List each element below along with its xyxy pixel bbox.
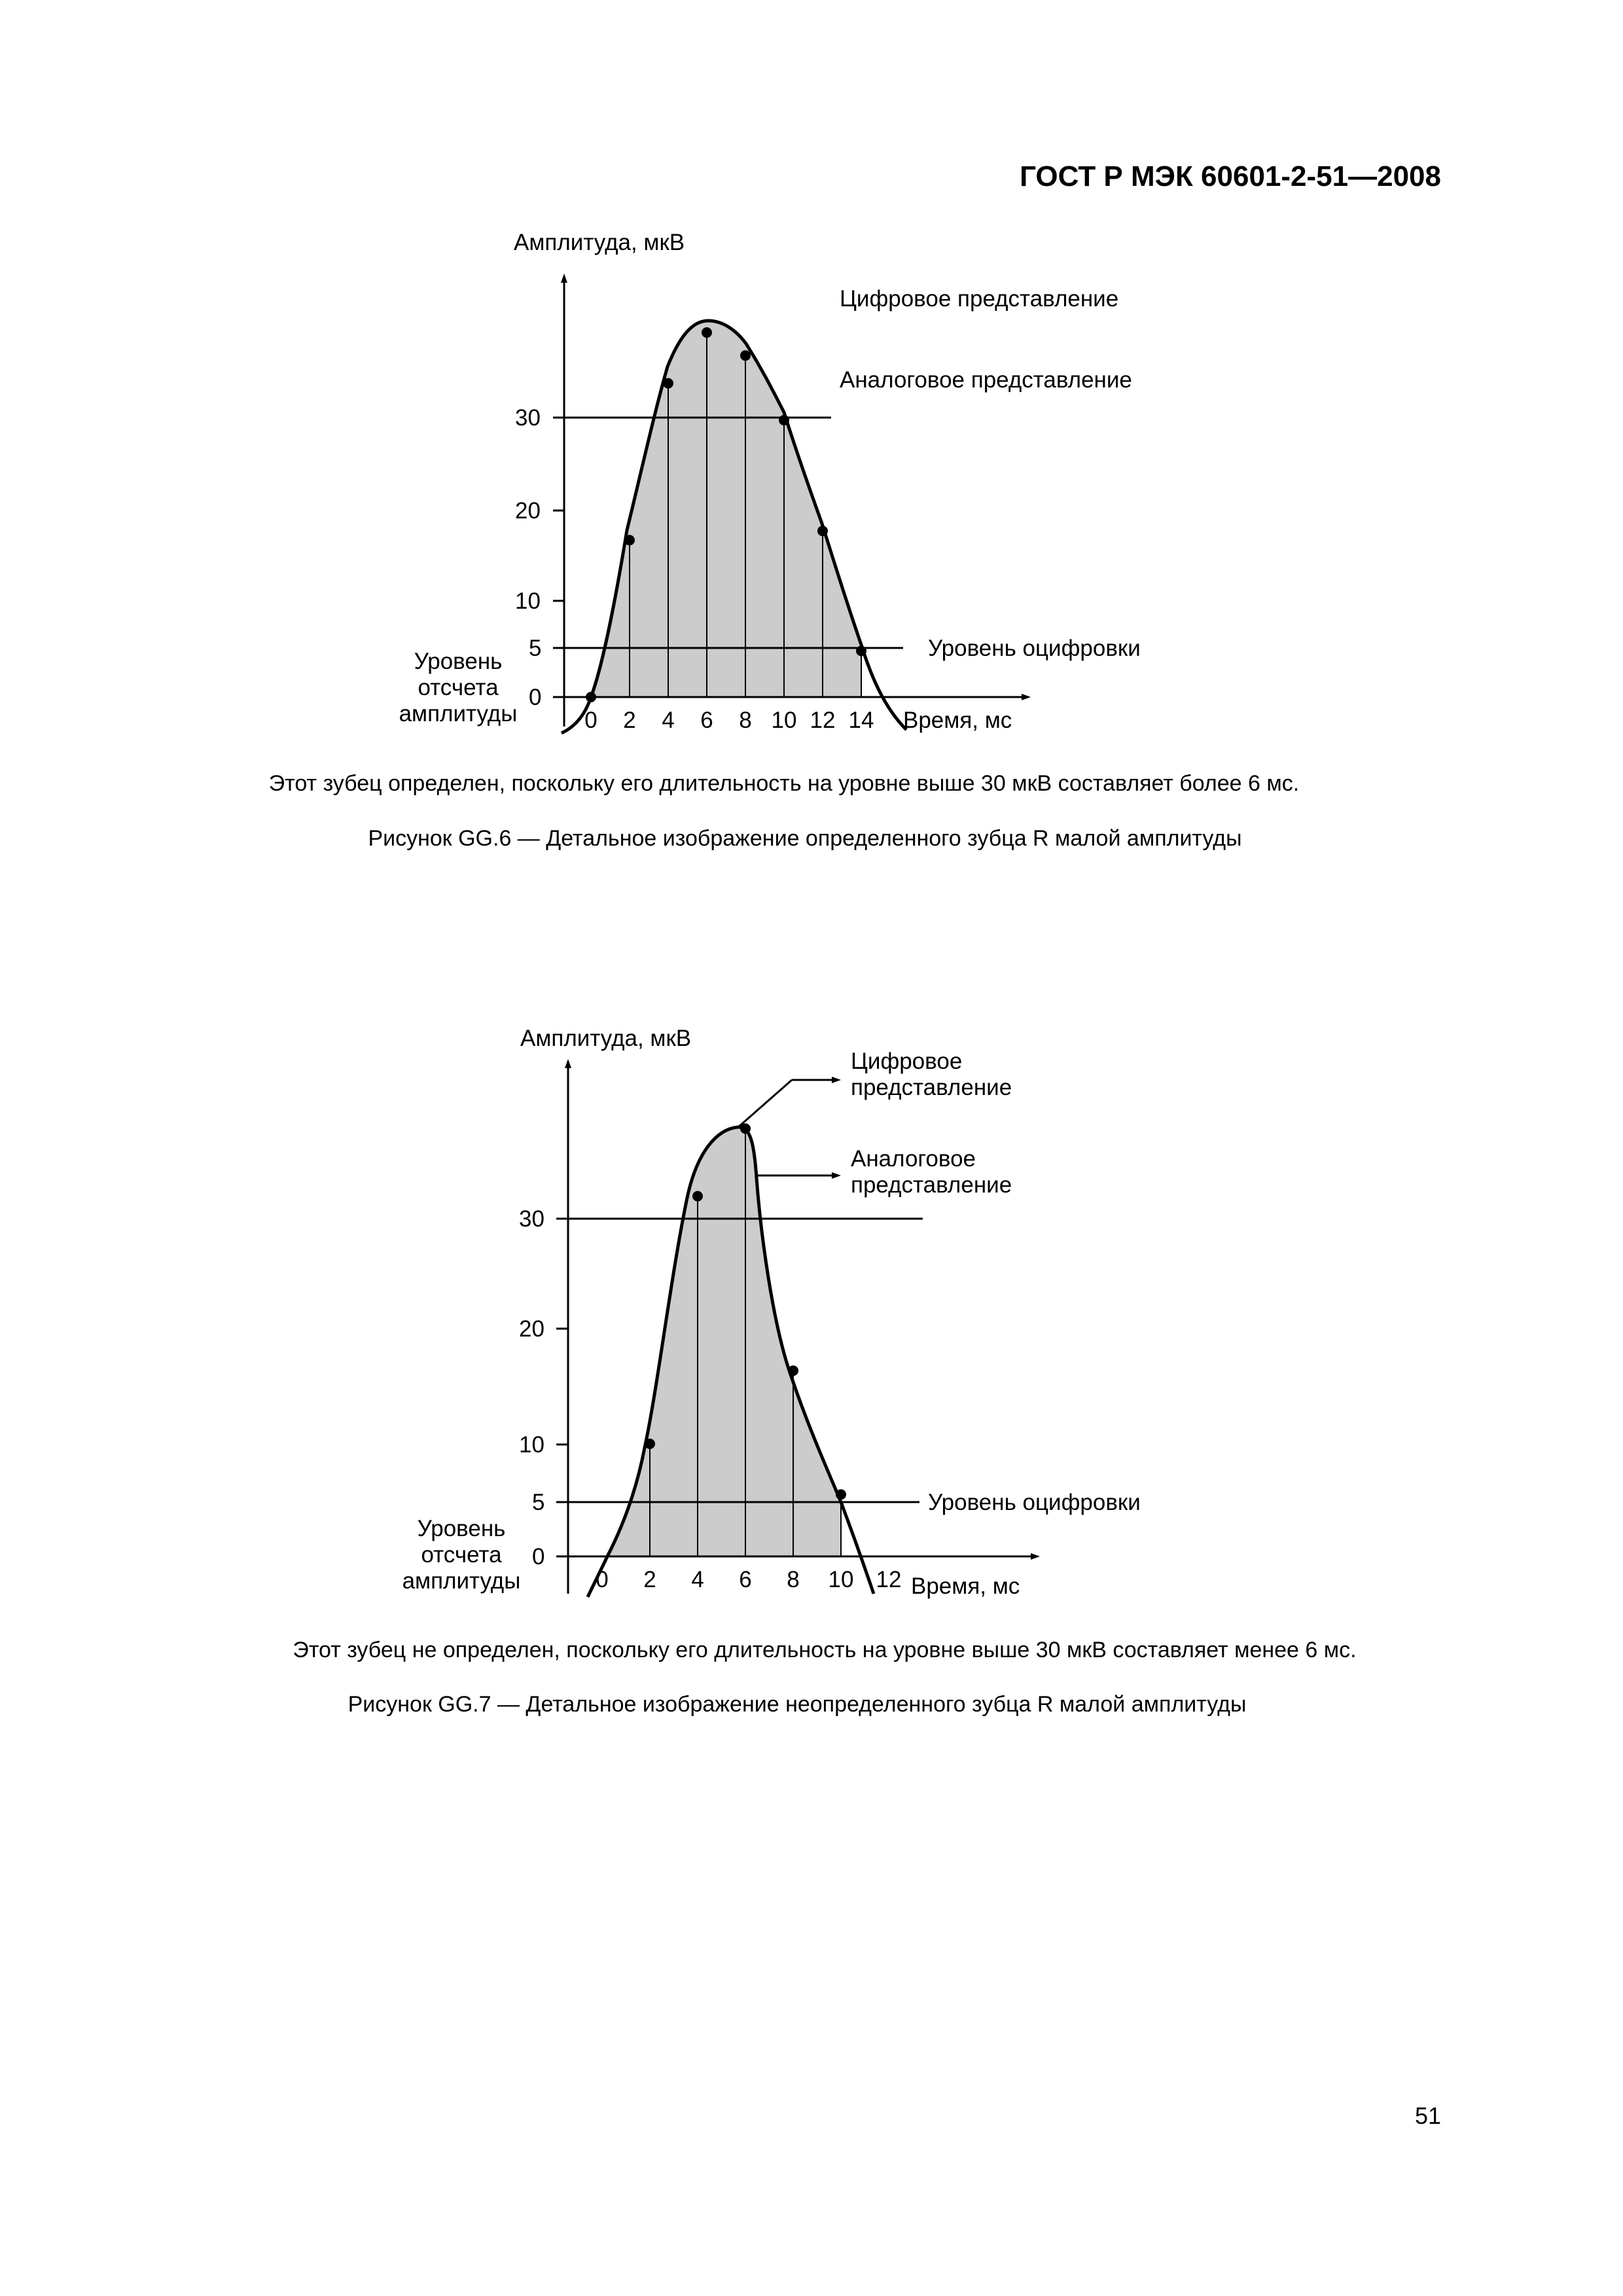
figure-gg7-note: Этот зубец не определен, поскольку его длительность на уровне выше 30 мкВ составляет менее 6 мс. [293, 1638, 1357, 1662]
y-tick-label-0: 0 [532, 1544, 545, 1570]
x-tick-label: 6 [700, 708, 713, 733]
x-tick-label: 0 [584, 708, 597, 733]
baseline-label-line3: амплитуды [399, 701, 518, 726]
x-tick-label: 0 [596, 1567, 609, 1592]
y-tick-label-30: 30 [519, 1206, 544, 1232]
analog-representation-label: Аналоговое представление [840, 367, 1132, 393]
wave-fill [607, 1127, 841, 1556]
y-tick-label-20: 20 [519, 1316, 544, 1342]
baseline-label-line1: Уровень [414, 649, 503, 674]
digital-label-line1: Цифровое [851, 1049, 963, 1074]
x-tick-label: 4 [691, 1567, 704, 1592]
threshold-label: Уровень оцифровки [928, 1490, 1141, 1515]
digital-sample-point [586, 692, 596, 702]
baseline-label-line1: Уровень [417, 1516, 506, 1541]
x-tick-labels [596, 1567, 901, 1592]
figure-gg7-caption: Рисунок GG.7 — Детальное изображение неопределенного зубца R малой амплитуды [348, 1692, 1247, 1717]
figure-gg7 [0, 982, 1623, 1636]
baseline-label-line2: отсчета [421, 1542, 502, 1568]
figure-gg6-note: Этот зубец определен, поскольку его длительность на уровне выше 30 мкВ составляет более 6 мс. [268, 771, 1300, 796]
x-tick-label: 4 [662, 708, 675, 733]
y-tick-label-30: 30 [515, 405, 541, 431]
x-tick-label: 6 [739, 1567, 752, 1592]
digital-sample-point [663, 378, 673, 389]
y-tick-label-20: 20 [515, 498, 541, 524]
digital-sample-point [692, 1191, 703, 1202]
digital-sample-point [788, 1365, 798, 1376]
x-tick-label: 12 [876, 1567, 902, 1592]
y-tick-label-10: 10 [519, 1432, 544, 1458]
digital-label-line2: представление [851, 1075, 1012, 1100]
x-tick-labels [584, 708, 874, 733]
digital-sample-point [624, 535, 635, 545]
y-axis-label: Амплитуда, мкВ [514, 230, 685, 255]
analog-label-line1: Аналоговое [851, 1146, 976, 1172]
page-number: 51 [1414, 2102, 1441, 2129]
x-tick-label: 10 [771, 708, 797, 733]
figure-gg6-caption: Рисунок GG.6 — Детальное изображение определенного зубца R малой амплитуды [368, 826, 1242, 851]
digital-sample-point [645, 1439, 655, 1449]
analog-label-line2: представление [851, 1172, 1012, 1198]
figure-gg6 [0, 0, 1623, 785]
x-tick-label: 10 [828, 1567, 854, 1592]
baseline-label-line3: амплитуды [402, 1568, 521, 1594]
standard-code-header: ГОСТ Р МЭК 60601-2-51—2008 [1020, 160, 1441, 192]
x-tick-label: 2 [623, 708, 636, 733]
y-tick-label-10: 10 [515, 588, 541, 614]
digital-sample-point [817, 526, 828, 536]
y-axis-label: Амплитуда, мкВ [520, 1026, 692, 1051]
baseline-label-line2: отсчета [418, 675, 499, 700]
digital-sample-point [856, 646, 866, 656]
chart-gg6 [0, 0, 1623, 785]
chart-gg7 [0, 982, 1623, 1636]
digital-sample-point [740, 350, 751, 361]
x-tick-label: 14 [848, 708, 874, 733]
digital-representation-label: Цифровое представление [840, 286, 1119, 312]
y-tick-label-0: 0 [529, 685, 542, 710]
digital-sample-point [702, 327, 712, 338]
digital-leader-line [738, 1080, 792, 1127]
threshold-label: Уровень оцифровки [928, 636, 1141, 661]
x-axis-label: Время, мс [911, 1573, 1020, 1599]
x-tick-label: 8 [739, 708, 752, 733]
y-tick-label-5: 5 [529, 636, 542, 661]
y-tick-label-5: 5 [532, 1490, 545, 1515]
x-tick-label: 8 [787, 1567, 800, 1592]
digital-sample-point [836, 1489, 846, 1499]
x-tick-label: 2 [643, 1567, 656, 1592]
x-axis-label: Время, мс [903, 708, 1012, 733]
x-tick-label: 12 [810, 708, 836, 733]
digital-sample-point [779, 415, 789, 425]
